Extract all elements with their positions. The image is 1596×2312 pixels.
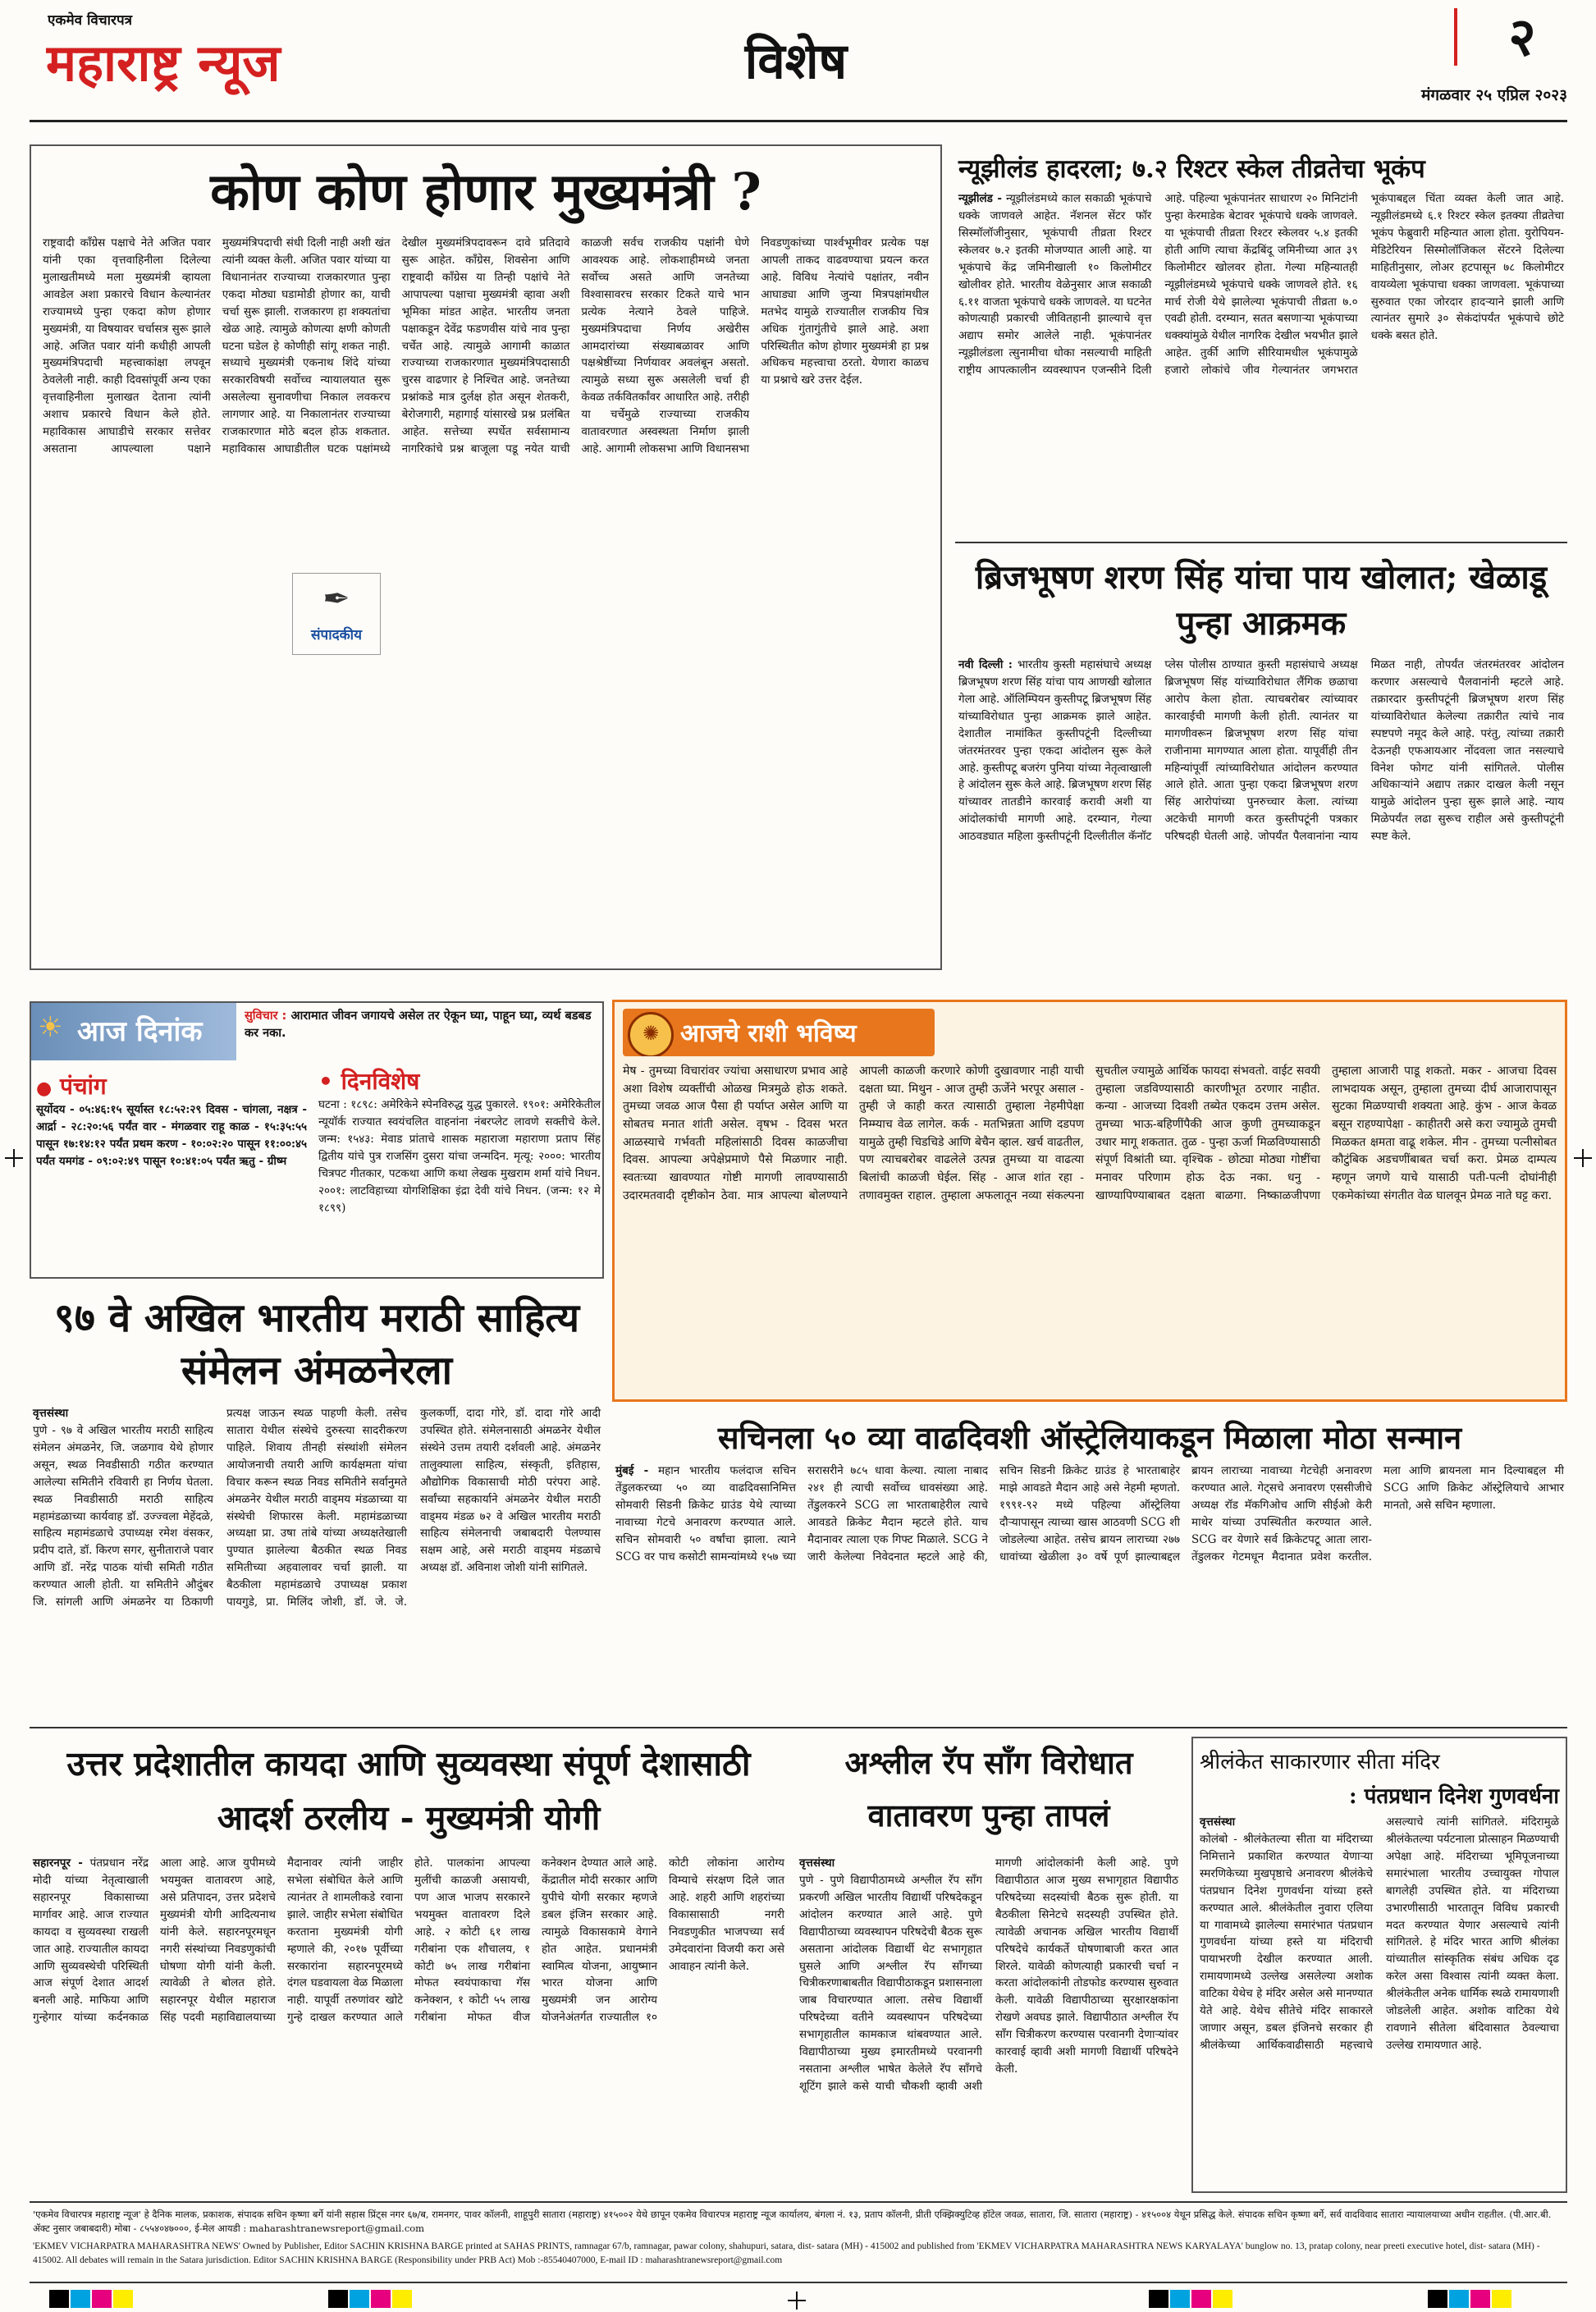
lead-body: राष्ट्रवादी काँग्रेस पक्षाचे नेते अजित पवार यांनी एका वृत्तवाहिनीला दिलेल्या मुलाखतीमध्ये मला मुख्यमंत्री व्हायला आवडेल अशा प्रकारचे विधान केल्यानंतर राज्यामध्ये पुन्हा एकदा कोण होणार मुख्यमंत्री, या विषयावर चर्चासत्र सुरू झाले आहे. अजित पवार यांनी कधीही आपली मुख्यमंत्रिपदाची महत्त्वाकांक्षा लपवून ठेवलेली नाही. काही दिवसांपूर्वी अन्य एका वृत्तवाहिनीला मुलाखत देताना त्यांनी अशाच प्रकारचे विधान केले होते. महाविकास आघाडीचे सरकार सत्तेवर असताना आपल्याला पक्षाने मुख्यमंत्रिपदाची संधी दिली नाही अशी खंत त्यांनी व्यक्त केली. अजित पवार यांच्या या विधानानंतर राज्याच्या राजकारणात पुन्हा एकदा मोठ्या घडामोडी होणार का, याची चर्चा सुरू झाली. राजकारण हा शक्यतांचा खेळ आहे. त्यामुळे कोणत्या क्षणी कोणती घटना घडेल हे कोणीही सांगू शकत नाही. सध्याचे मुख्यमंत्री एकनाथ शिंदे यांच्या सरकारविषयी सर्वोच्च न्यायालयात सुरू असलेल्या सुनावणीचा निकाल लवकरच लागणार आहे. या निकालानंतर राज्याच्या राजकारणात मोठे बदल होऊ शकतात. महाविकास आघाडीतील घटक पक्षांमध्ये देखील मुख्यमंत्रिपदावरून दावे प्रतिदावे सुरू आहेत. काँग्रेस, शिवसेना आणि राष्ट्रवादी काँग्रेस या तिन्ही पक्षांचे नेते आपापल्या पक्षाचा मुख्यमंत्री व्हावा अशी भूमिका मांडत आहेत. भारतीय जनता पक्षाकडून देवेंद्र फडणवीस यांचे नाव पुन्हा चर्चेत आहे. त्यामुळे आगामी काळात राज्याच्या राजकारणात मुख्यमंत्रिपदासाठी चुरस वाढणार हे निश्चित आहे. जनतेच्या प्रश्नांकडे मात्र दुर्लक्ष होत असून शेतकरी, बेरोजगारी, महागाई यांसारखे प्रश्न प्रलंबित आहेत. सत्तेच्या स्पर्धेत सर्वसामान्य नागरिकांचे प्रश्न बाजूला पडू नयेत याची काळजी सर्वच राजकीय पक्षांनी घेणे आवश्यक आहे. लोकशाहीमध्ये जनता सर्वोच्च असते आणि जनतेच्या विश्वासावरच सरकार टिकते याचे भान प्रत्येक नेत्याने ठेवले पाहिजे. मुख्यमंत्रिपदाचा निर्णय अखेरीस आमदारांच्या संख्याबळावर आणि पक्षश्रेष्ठींच्या निर्णयावर अवलंबून असतो. त्यामुळे सध्या सुरू असलेली चर्चा ही केवळ तर्कवितर्कांवर आधारित आहे. तरीही या चर्चेमुळे राज्याच्या राजकीय वातावरणात अस्वस्थता निर्माण झाली आहे. आगामी लोकसभा आणि विधानसभा निवडणुकांच्या पार्श्वभूमीवर प्रत्येक पक्ष आपली ताकद वाढवण्याचा प्रयत्न करत आहे. विविध नेत्यांचे पक्षांतर, नवीन आघाड्या आणि जुन्या मित्रपक्षांमधील मतभेद यामुळे राज्यातील राजकीय चित्र अधिक गुंतागुंतीचे झाले आहे. अशा परिस्थितीत कोण होणार मुख्यमंत्री हा प्रश्न अधिकच महत्त्वाचा ठरतो. येणारा काळच या प्रश्नाचे खरे उत्तर देईल. bbox=[43, 236, 929, 456]
issue-date: मंगळवार २५ एप्रिल २०२३ bbox=[1420, 86, 1567, 104]
sita-body bbox=[1200, 1814, 1559, 2180]
nz-text: न्यूझीलंडमध्ये काल सकाळी भूकंपाचे धक्के जाणवले आहेत. नॅशनल सेंटर फॉर सिस्मॉलॉजीनुसार, भूकंपाची तीव्रता रिश्टर स्केलवर ७.२ इतकी मोजण्यात आली आहे. या भूकंपाचे केंद्र जमिनीखाली १० किलोमीटर खोलीवर होते. भारतीय वेळेनुसार आज सकाळी ६.११ वाजता भूकंपाचे धक्के जाणवले. या घटनेत कोणत्याही प्रकारची जीवितहानी झाल्याचे वृत्त अद्याप समोर आलेले नाही. भूकंपानंतर न्यूझीलंडला त्सुनामीचा धोका नसल्याची माहिती राष्ट्रीय आपत्कालीन व्यवस्थापन एजन्सीने दिली आहे. पहिल्या भूकंपानंतर साधारण २० मिनिटांनी पुन्हा केरमाडेक बेटावर भूकंपाचे धक्के जाणवले. या भूकंपाची तीव्रता रिश्टर स्केलवर ५.४ इतकी होती आणि त्याचा केंद्रबिंदू जमिनीच्या आत ३९ किलोमीटर खोलवर होता. गेल्या महिन्यातही न्यूझीलंडमध्ये भूकंपाचे धक्के जाणवले होते. १६ मार्च रोजी येथे झालेल्या भूकंपाची तीव्रता ७.० एवढी होती. दरम्यान, सतत बसणाऱ्या भूकंपाच्या धक्क्यांमुळे येथील नागरिक देखील भयभीत झाले आहेत. तुर्की आणि सीरियामधील भूकंपामुळे हजारो लोकांचे जीव गेल्यानंतर जगभरात भूकंपाबद्दल चिंता व्यक्त केली जात आहे. न्यूझीलंडमध्ये ६.१ रिश्टर स्केल इतक्या तीव्रतेचा भूकंप फेब्रुवारी महिन्यात आला होता. युरोपियन-मेडिटेरियन सिस्मोलॉजिकल सेंटरने दिलेल्या माहितीनुसार, लोअर हटपासून ७८ किलोमीटर वायव्येला भूकंपाचा धक्का जाणवला. भूकंपाच्या सुरुवात एका जोरदार हादऱ्याने झाली आणि त्यानंतर सुमारे ३० सेकंदांपर्यंत भूकंपाचे छोटे धक्के बसत होते. bbox=[958, 192, 1564, 378]
bullet-icon: • bbox=[318, 1068, 333, 1095]
zodiac-wheel-icon: ✺ bbox=[628, 1012, 674, 1056]
sahitya-body bbox=[33, 1405, 601, 1674]
dinvishesh-title: • दिनविशेष bbox=[318, 1068, 420, 1095]
sachin-body bbox=[615, 1463, 1564, 1681]
registration-mark bbox=[1574, 1149, 1592, 1167]
sita-article bbox=[1191, 1737, 1567, 2193]
color-swatch bbox=[1213, 2290, 1232, 2308]
imprint-marathi: 'एकमेव विचारपत्र महाराष्ट्र न्यूज' हे दैनिक मालक, प्रकाशक, संपादक सचिन कृष्णा बर्गे यांनी सहास प्रिंट्स नगर ६७/ब, रामनगर, पावर कॉलनी, शाहूपुरी सातारा (महाराष्ट्र) ४१५००२ येथे छापून एकमेव विचारपत्र महाराष्ट्र न्यूज कार्यालय, बंगला नं. १३, प्रताप कॉलनी, प्रीती एक्झिक्युटिव्ह हॉटेल जवळ, सातारा, जि. सातारा (महाराष्ट्र) - ४१५००४ येथून प्रसिद्ध केले. संपादक सचिन कृष्णा बर्गे, सर्व वादविवाद सातारा न्यायालयाच्या अधीन राहतील. (पी.आर.बी. ॲक्ट नुसार जबाबदारी) मोबा - ८५५४०४७०००, ई-मेल आयडी : maharashtranewsreport@gmail.com bbox=[33, 2209, 1552, 2235]
sita-headline: श्रीलंकेत साकारणार सीता मंदिर bbox=[1200, 1750, 1440, 1774]
color-swatch bbox=[1149, 2290, 1168, 2308]
yogi-body bbox=[33, 1855, 784, 2183]
column-rule bbox=[955, 542, 1567, 543]
color-swatch bbox=[1470, 2290, 1490, 2308]
color-swatch bbox=[1191, 2290, 1211, 2308]
sachin-text: महान भारतीय फलंदाज सचिन तेंडुलकरच्या ५० व्या वाढदिवसानिमित्त सोमवारी सिडनी क्रिकेट ग्राउंड येथे त्याच्या नावाच्या गेटचे अनावरण करण्यात आले. सचिन सोमवारी ५० वर्षांचा झाला. त्याने SCG वर पाच कसोटी सामन्यांमध्ये १५७ च्या सरासरीने ७८५ धावा केल्या. त्याला नाबाद २४१ ही त्याची सर्वोच्च धावसंख्या आहे. तेंडुलकरने SCG ला भारताबाहेरील त्याचे आवडते क्रिकेट मैदान म्हटले होते. याच मैदानावर त्याला एक गिफ्ट मिळाले. SCG ने जारी केलेल्या निवेदनात म्हटले आहे की, सचिन सिडनी क्रिकेट ग्राउंड हे भारताबाहेर माझे आवडते मैदान आहे असे नेहमी म्हणतो. १९९१-९२ मध्ये पहिल्या ऑस्ट्रेलिया दौऱ्यापासून त्याच्या खास आठवणी SCG शी जोडलेल्या आहेत. तसेच ब्रायन लाराच्या २७७ धावांच्या खेळीला ३० वर्षे पूर्ण झाल्याबद्दल ब्रायन लाराच्या नावाच्या गेटचेही अनावरण करण्यात आले. गेट्सचे अनावरण एससीजीचे अध्यक्ष रॉड मॅकगिओच आणि सीईओ केरी माथेर यांच्या उपस्थितीत करण्यात आले. SCG वर येणारे सर्व क्रिकेटपटू आता लारा-तेंडुलकर गेटमधून मैदानात प्रवेश करतील. मला आणि ब्रायनला मान दिल्याबद्दल मी SCG आणि क्रिकेट ऑस्ट्रेलियाचे आभार मानतो, असे सचिन म्हणाला. bbox=[615, 1464, 1564, 1563]
sunrise-icon: ☀ bbox=[38, 1011, 63, 1044]
rap-article bbox=[796, 1733, 1182, 2193]
imprint-english: 'EKMEV VICHARPATRA MAHARASHTRA NEWS' Owned by Publisher, Editor SACHIN KRISHNA BARGE printed at SAHAS PRINTS, ramnagar 67/b, ramnagar, pawar colony, shahupuri, satara, dist- satara (MH) - 415002 and published from 'EKMEV VICHARPATRA MAHARASHTRA NEWS KARYALAYA' bunglow no. 13, pratap colony, near preeti executive hotel, dist- satara (MH) - 415002. All debates will remain in the Satara jurisdiction. Editor SACHIN KRISHNA BARGE (Responsibility under PRB Act) Mob :-85540407000, E-mail ID : maharashtranewsreport@gmail.com bbox=[33, 2241, 1540, 2265]
color-swatch bbox=[371, 2290, 391, 2308]
dinvishesh bbox=[318, 1065, 601, 1274]
color-swatch-strip bbox=[0, 2290, 1596, 2312]
sita-subhead: : पंतप्रधान दिनेश गुणवर्धना bbox=[1349, 1784, 1559, 1809]
rashi-title-bar bbox=[623, 1009, 935, 1056]
section-rule bbox=[30, 1727, 1567, 1728]
aaj-dinank-box bbox=[30, 1001, 604, 1279]
suvichar: सुविचार : आरामात जीवन जगायचे असेल तर ऐकून घ्या, पाहून घ्या, व्यर्थ बडबड कर नका. bbox=[245, 1009, 592, 1041]
masthead bbox=[0, 0, 1596, 123]
color-swatch bbox=[113, 2290, 133, 2308]
bb-dateline: नवी दिल्ली : bbox=[958, 658, 1013, 671]
sachin-dateline: मुंबई - bbox=[615, 1464, 649, 1477]
yogi-dateline: सहारनपूर - bbox=[33, 1856, 83, 1870]
color-swatch bbox=[392, 2290, 412, 2308]
color-swatch bbox=[1449, 2290, 1469, 2308]
lead-headline: कोण कोण होणार मुख्यमंत्री ? bbox=[210, 162, 761, 222]
rashi-title: आजचे राशी भविष्य bbox=[680, 1019, 857, 1048]
color-swatch bbox=[71, 2290, 90, 2308]
sahitya-text: पुणे - ९७ वे अखिल भारतीय मराठी साहित्य संमेलन अंमळनेर, जि. जळगाव येथे होणार असून, स्थळ निवडीसाठी गठीत करण्यात आलेल्या समितीने रविवारी हा निर्णय घेतला. स्थळ निवडीसाठी मराठी साहित्य महामंडळाच्या कार्यवाह डॉ. उज्ज्वला मेहेंदळे, साहित्य महामंडळाचे उपाध्यक्ष रमेश वंसकर, प्रदीप दाते, डॉ. किरण सगर, सुनीताराजे पवार आणि डॉ. नरेंद्र पाठक यांची समिती गठीत करण्यात आली होती. या समितीने औदुंबर जि. सांगली आणि अंमळनेर या ठिकाणी प्रत्यक्ष जाऊन स्थळ पाहणी केली. तसेच सातारा येथील संस्थेचे दुरुस्त्या सादरीकरण पाहिले. शिवाय तीनही संस्थांशी संमेलन आयोजनाची तयारी आणि कार्यक्षमता यांचा विचार करून स्थळ निवड समितीने सर्वानुमते अंमळनेर येथील मराठी वाड्मय मंडळाच्या या संस्थेची शिफारस केली. महामंडळाच्या अध्यक्षा प्रा. उषा तांबे यांच्या अध्यक्षतेखाली पुण्यात झालेल्या बैठकीत स्थळ निवड समितीच्या अहवालावर चर्चा झाली. या बैठकीला महामंडळाचे उपाध्यक्ष प्रकाश पायगुडे, प्रा. मिलिंद जोशी, डॉ. जे. जे. कुलकर्णी, दादा गोरे, डॉ. दादा गोरे आदी उपस्थित होते. संमेलनासाठी अंमळनेर येथील संस्थेने उत्तम तयारी दर्शवली आहे. अंमळनेर तालुक्याला साहित्य, संस्कृती, इतिहास, औद्योगिक विकासाची मोठी परंपरा आहे. सर्वांच्या सहकार्याने अंमळनेर येथील मराठी वाड्मय मंडळ ७२ वे अखिल भारतीय मराठी साहित्य संमेलनाची जबाबदारी पेलण्यास सक्षम आहे, असे मराठी वाड्मय मंडळाचे अध्यक्ष डॉ. अविनाश जोशी यांनी सांगितले. bbox=[33, 1407, 601, 1609]
color-swatch bbox=[1428, 2290, 1447, 2308]
masthead-rule bbox=[30, 120, 1567, 122]
yogi-article bbox=[30, 1733, 788, 2193]
sahitya-dateline: वृत्तसंस्था bbox=[33, 1407, 69, 1420]
bb-headline: ब्रिजभूषण शरण सिंह यांचा पाय खोलात; खेळाडू पुन्हा आक्रमक bbox=[975, 558, 1548, 643]
lead-article bbox=[30, 144, 942, 970]
nz-headline: न्यूझीलंड हादरला; ७.२ रिश्टर स्केल तीव्रतेचा भूकंप bbox=[958, 154, 1425, 184]
page-number-divider bbox=[1454, 8, 1457, 66]
bb-body bbox=[958, 657, 1564, 962]
om-icon: ● bbox=[36, 1078, 53, 1099]
panchang-title: ● पंचांग bbox=[36, 1073, 107, 1100]
color-swatch bbox=[328, 2290, 348, 2308]
section-title: विशेष bbox=[744, 33, 848, 90]
color-swatch bbox=[92, 2290, 112, 2308]
bb-text: भारतीय कुस्ती महासंघाचे अध्यक्ष ब्रिजभूषण शरण सिंह यांचा पाय आणखी खोलात गेला आहे. ऑलिम्पियन कुस्तीपटू ब्रिजभूषण सिंह यांच्याविरोधात पुन्हा आक्रमक झाले आहेत. देशातील नामांकित कुस्तीपटूंनी दिल्लीच्या जंतरमंतरवर पुन्हा एकदा आंदोलन सुरू केले आहे. कुस्तीपटू बजरंग पुनिया यांच्या नेतृत्वाखाली हे आंदोलन सुरू केले आहे. ब्रिजभूषण शरण सिंह यांच्यावर तातडीने कारवाई करावी अशी या आंदोलकांची मागणी आहे. दरम्यान, गेल्या आठवड्यात महिला कुस्तीपटूंनी दिल्लीतील कॅनॉट प्लेस पोलीस ठाण्यात कुस्ती महासंघाचे अध्यक्ष ब्रिजभूषण सिंह यांच्याविरोधात लैंगिक छळाचा आरोप केला होता. त्याचबरोबर त्यांच्यावर कारवाईची मागणी केली होती. त्यानंतर या मागणीवरून ब्रिजभूषण शरण सिंह यांचा राजीनामा मागण्यात आला होता. यापूर्वीही तीन महिन्यांपूर्वी त्यांच्याविरोधात आंदोलन करण्यात आले होते. आता पुन्हा एकदा ब्रिजभूषण शरण सिंह आरोपांच्या पुनरुच्चार केला. त्यांच्या अटकेची मागणी करत कुस्तीपटूंनी पत्रकार परिषदही घेतली आहे. जोपर्यंत पैलवानांना न्याय मिळत नाही, तोपर्यंत जंतरमंतरवर आंदोलन करणार असल्याचे पैलवानांनी म्हटले आहे. तक्रारदार कुस्तीपटूंनी ब्रिजभूषण शरण सिंह यांच्याविरोधात केलेल्या तक्रारीत त्यांचे नाव स्पष्टपणे नमूद केले आहे. परंतु, त्यांच्या तक्रारी देऊनही एफआयआर नोंदवला जात नसल्याचे विनेश फोगट यांनी सांगितले. पोलीस अधिकाऱ्यांने अद्याप तक्रार दाखल केली नसून यामुळे आंदोलन पुन्हा सुरू झाले आहे. न्याय मिळेपर्यंत लढा सुरूच राहील असे कुस्तीपटूंनी स्पष्ट केले. bbox=[958, 658, 1564, 844]
rap-text: पुणे - पुणे विद्यापीठामध्ये अश्लील रॅप साँग प्रकरणी अखिल भारतीय विद्यार्थी परिषदेकडून आंदोलन करण्यात आले आहे. पुणे विद्यापीठाच्या व्यवस्थापन परिषदेची बैठक सुरू असताना आंदोलक विद्यार्थी थेट सभागृहात घुसले आणि अश्लील रॅप साँगच्या चित्रीकरणाबाबतीत विद्यापीठाकडून प्रशासनाला जाब विचारण्यात आला. तसेच विद्यार्थी परिषदेच्या वतीने व्यवस्थापन परिषदेच्या सभागृहातील कामकाज थांबवण्यात आले. विद्यापीठाच्या मुख्य इमारतीमध्ये परवानगी नसताना अश्लील भाषेत केलेले रॅप साँगचे शूटिंग झाले कसे याची चौकशी व्हावी अशी मागणी आंदोलकांनी केली आहे. पुणे विद्यापीठात आज मुख्य सभागृहात विद्यापीठ परिषदेच्या सदस्यांची बैठक सुरू होती. या बैठकीला सिनेटचे सदस्यही उपस्थित होते. त्यावेळी अचानक अखिल भारतीय विद्यार्थी परिषदेचे कार्यकर्ते घोषणाबाजी करत आत शिरले. यावेळी कोणत्याही प्रकारची चर्चा न करता आंदोलकांनी तोडफोड करण्यास सुरुवात केली. यावेळी विद्यापीठाच्या सुरक्षारक्षकांना रोखणे अवघड झाले. विद्यापीठात अश्लील रॅप साँग चित्रीकरण करण्यास परवानगी देणाऱ्यांवर कारवाई व्हावी अशी मागणी विद्यार्थी परिषदेने केली. bbox=[799, 1856, 1178, 2093]
sahitya-article bbox=[30, 1289, 604, 1687]
editorial-badge bbox=[292, 573, 381, 655]
page-number: २ bbox=[1508, 7, 1536, 68]
nz-dateline: न्यूझीलंड - bbox=[958, 192, 1002, 205]
rap-body bbox=[799, 1855, 1178, 2183]
yogi-headline: उत्तर प्रदेशातील कायदा आणि सुव्यवस्था संपूर्ण देशासाठी आदर्श ठरलीय - मुख्यमंत्री योगी bbox=[66, 1744, 751, 1838]
rap-headline: अश्लील रॅप साँग विरोधात वातावरण पुन्हा तापलं bbox=[844, 1744, 1133, 1834]
panchang-text: सूर्योदय - ०५:४६:१५ सूर्यास्त १८:५२:२९ दिवस - चांगला, नक्षत्र - आर्द्रा - २८:२०:५६ पर्यंत वार - मंगळवार राहू काळ - १५:३५:५५ पासून १७:१४:१२ पर्यंत प्रथम करण - १०:०२:२० पासून ११:००:४५ पर्यंत यमगंड - ०९:०२:४९ पासून १०:४१:०५ पर्यंत ऋतु - ग्रीष्म bbox=[36, 1103, 307, 1168]
sita-text: कोलंबो - श्रीलंकेतल्या सीता या मंदिराच्या निमित्ताने प्रकाशित करण्यात येणाऱ्या स्मरणिकेच्या मुखपृष्ठाचे अनावरण श्रीलंकेचे पंतप्रधान दिनेश गुणवर्धना यांच्या हस्ते करण्यात आले. श्रीलंकेतील नुवारा एलिया या गावामध्ये झालेल्या समारंभात पंतप्रधान गुणवर्धना यांच्या हस्ते या मंदिराची पायाभरणी देखील करण्यात आली. रामायणामध्ये उल्लेख असलेल्या अशोक वाटिका येथेच हे मंदिर असेल असे मानण्यात येते आहे. येथेच सीतेचे मंदिर साकारले जाणार असून, डबल इंजिनचे सरकार ही श्रीलंकेच्या आर्थिकवाढीसाठी महत्त्वाचे असल्याचे त्यांनी सांगितले. मंदिरामुळे श्रीलंकेतल्या पर्यटनाला प्रोत्साहन मिळण्याची अपेक्षा आहे. मंदिराच्या भूमिपूजनाच्या समारंभाला भारतीय उच्चायुक्त गोपाल बागलेही उपस्थित होते. या मंदिराच्या उभारणीसाठी भारतातून विविध प्रकारची मदत करण्यात येणार असल्याचे त्यांनी सांगितले. हे मंदिर भारत आणि श्रीलंका यांच्यातील सांस्कृतिक संबंध अधिक दृढ करेल असा विश्वास त्यांनी व्यक्त केला. श्रीलंकेतील अनेक धार्मिक स्थळे रामायणाशी जोडलेली आहेत. अशोक वाटिका येथे रावणाने सीतेला बंदिवासात ठेवल्याचा उल्लेख रामायणात आहे. bbox=[1200, 1815, 1559, 2052]
pen-icon: ✒ bbox=[322, 580, 350, 618]
sahitya-headline: ९७ वे अखिल भारतीय मराठी साहित्य संमेलन अंमळनेरला bbox=[53, 1295, 580, 1394]
color-swatch bbox=[1492, 2290, 1511, 2308]
panchang bbox=[36, 1070, 307, 1274]
color-swatch bbox=[1170, 2290, 1190, 2308]
rap-dateline: वृत्तसंस्था bbox=[799, 1856, 835, 1870]
dinvishesh-text: घटना : १८९८: अमेरिकेने स्पेनविरुद्ध युद्ध पुकारले. १९०१: अमेरिकेतील न्यूयॉर्क राज्यात स्वयंचलित वाहनांना नंबरप्लेट लावणे सक्तीचे केले. जन्म: १५४३: मेवाड प्रांताचे शासक महाराजा महाराणा प्रताप सिंह द्वितीय यांचे पुत्र राजसिंग दुसरा यांचा जन्मदिन. मृत्यू: २०००: भारतीय चित्रपट गीतकार, पटकथा आणि कथा लेखक मुखराम शर्मा यांचे निधन. २००१: लाटविहाच्या योगशिक्षिका इंद्रा देवी यांचे निधन. (जन्म: १२ मे १८९९) bbox=[318, 1098, 601, 1215]
rashi-body: मेष - तुमच्या विचारांवर ज्यांचा असाधारण प्रभाव आहे अशा विशेष व्यक्तींची ओळख मित्रमुळे होऊ शकते. तुमच्या जवळ आज पैसा ही पर्याप्त असेल आणि या सोबतच मनात शांती असेल. वृषभ - दिवस भरत आळस्याचे गर्भवती महिलांसाठी दिवस काळजीचा दिवस. आपल्या अपेक्षेप्रमाणे पैसे मिळणार नाही. स्वतःच्या खावण्यात गोष्टी मागणी लावण्यासाठी उदारमतवादी दृष्टीकोन ठेवा. मात्र आपल्या बोलण्याने आपली काळजी करणारे कोणी दुखावणार नाही याची दक्षता घ्या. मिथुन - आज तुम्ही ऊर्जेने भरपूर असाल - तुम्ही जे काही करत त्यासाठी तुम्हाला नेहमीपेक्षा निम्म्याच वेळ लागेल. कर्क - मतभिन्नता आणि दडपण यामुळे तुम्ही चिडचिडे आणि बेचैन व्हाल. खर्च वाढतील, पण त्याचबरोबर वाढलेले उत्पन्न तुमच्या या वाढत्या बिलांची काळजी घेईल. सिंह - आज शांत रहा - तणावमुक्त राहाल. तुम्हाला अफलातून नव्या संकल्पना सुचतील ज्यामुळे आर्थिक फायदा संभवतो. वाईट सवयी तुम्हाला जडविण्यासाठी कारणीभूत ठरणार नाहीत. कन्या - आजच्या दिवशी तब्येत एकदम उत्तम असेल. तुमच्या भाऊ-बहिणींपैकी आज कुणी तुमच्याकडून उधार मागू शकतात. तुळ - पुन्हा ऊर्जा मिळविण्यासाठी संपूर्ण विश्रांती घ्या. वृश्चिक - छोट्या मोठ्या गोष्टींचा मनावर परिणाम होऊ देऊ नका. धनु - खाण्यापिण्याबाबत दक्षता बाळगा. निष्काळजीपणा तुम्हाला आजारी पाडू शकतो. मकर - आजचा दिवस लाभदायक असून, तुम्हाला तुमच्या दीर्घ आजारापासून सुटका मिळण्याची शक्यता आहे. कुंभ - आज केवळ बसून राहण्यापेक्षा - काहीतरी असे करा ज्यामुळे तुमची मिळकत क्षमता वाढू शकेल. मीन - तुमच्या पत्नीसोबत कौटुंबिक अडचणींबाबत चर्चा करा. प्रेमळ दाम्पत्य म्हणून जगणे याचे यासाठी पती-पत्नी दोघांनीही एकमेकांच्या संगतीत वेळ घालवून प्रेमळ नाते घट्ट करा. bbox=[623, 1064, 1557, 1202]
sachin-headline: सचिनला ५० व्या वाढदिवशी ऑस्ट्रेलियाकडून मिळाला मोठा सन्मान bbox=[717, 1419, 1462, 1456]
masthead-logo: महाराष्ट्र न्यूज bbox=[46, 33, 281, 93]
color-swatch bbox=[350, 2290, 369, 2308]
registration-mark bbox=[5, 1149, 23, 1167]
rashi-box bbox=[612, 1000, 1567, 1402]
sachin-article bbox=[612, 1410, 1567, 1687]
masthead-tagline: एकमेव विचारपत्र bbox=[48, 12, 133, 29]
nz-article bbox=[955, 144, 1567, 530]
color-swatch bbox=[49, 2290, 69, 2308]
editorial-label: संपादकीय bbox=[311, 627, 362, 643]
bb-article bbox=[955, 552, 1567, 972]
aaj-dinank-title: ☀ आज दिनांक bbox=[31, 1003, 236, 1060]
imprint bbox=[30, 2201, 1567, 2283]
sita-dateline: वृत्तसंस्था bbox=[1200, 1815, 1236, 1829]
yogi-text: पंतप्रधान नरेंद्र मोदी यांच्या नेतृत्वाखाली सहारनपूर विकासाच्या मार्गावर आहे. आज राज्यात कायदा व सुव्यवस्था राखली जात आहे. राज्यातील कायदा आणि सुव्यवस्थेची परिस्थिती आज संपूर्ण देशात आदर्श बनली आहे. माफिया आणि गुन्हेगार यांच्या कर्दनकाळ आला आहे. आज युपीमध्ये भयमुक्त वातावरण आहे, असे प्रतिपादन, उत्तर प्रदेशचे मुख्यमंत्री योगी आदित्यनाथ यांनी केले. सहारनपूरमधून नगरी संस्थांच्या निवडणुकांची घोषणा योगी यांनी केली. त्यावेळी ते बोलत होते. सहारनपूर येथील महाराज सिंह पदवी महाविद्यालयाच्या मैदानावर त्यांनी जाहीर सभेला संबोधित केले आणि त्यानंतर ते शामलीकडे रवाना झाले. जाहीर सभेला संबोधित करताना मुख्यमंत्री योगी म्हणाले की, २०१७ पूर्वीच्या सरकारांना सहारनपूरमध्ये दंगल घडवायला वेळ मिळाला नाही. यापूर्वी तरुणांवर खोटे गुन्हे दाखल करण्यात आले होते. पालकांना आपल्या मुलींची काळजी असायची, पण आज भाजप सरकारने भयमुक्त वातावरण दिले आहे. २ कोटी ६१ लाख गरीबांना एक शौचालय, १ कोटी ७५ लाख गरीबांना मोफत स्वयंपाकाचा गॅस कनेक्शन, १ कोटी ५५ लाख गरीबांना मोफत वीज कनेक्शन देण्यात आले आहे. केंद्रातील मोदी सरकार आणि युपीचे योगी सरकार म्हणजे डबल इंजिन सरकार आहे. त्यामुळे विकासकामे वेगाने होत आहेत. प्रधानमंत्री स्वामित्व योजना, आयुष्मान भारत योजना आणि मुख्यमंत्री जन आरोग्य योजनेअंतर्गत राज्यातील १० कोटी लोकांना आरोग्य विम्याचे संरक्षण दिले जात आहे. शहरी आणि शहरांच्या विकासासाठी नगरी निवडणुकीत भाजपच्या सर्व उमेदवारांना विजयी करा असे आवाहन त्यांनी केले. bbox=[33, 1856, 784, 2025]
nz-body bbox=[958, 190, 1564, 519]
